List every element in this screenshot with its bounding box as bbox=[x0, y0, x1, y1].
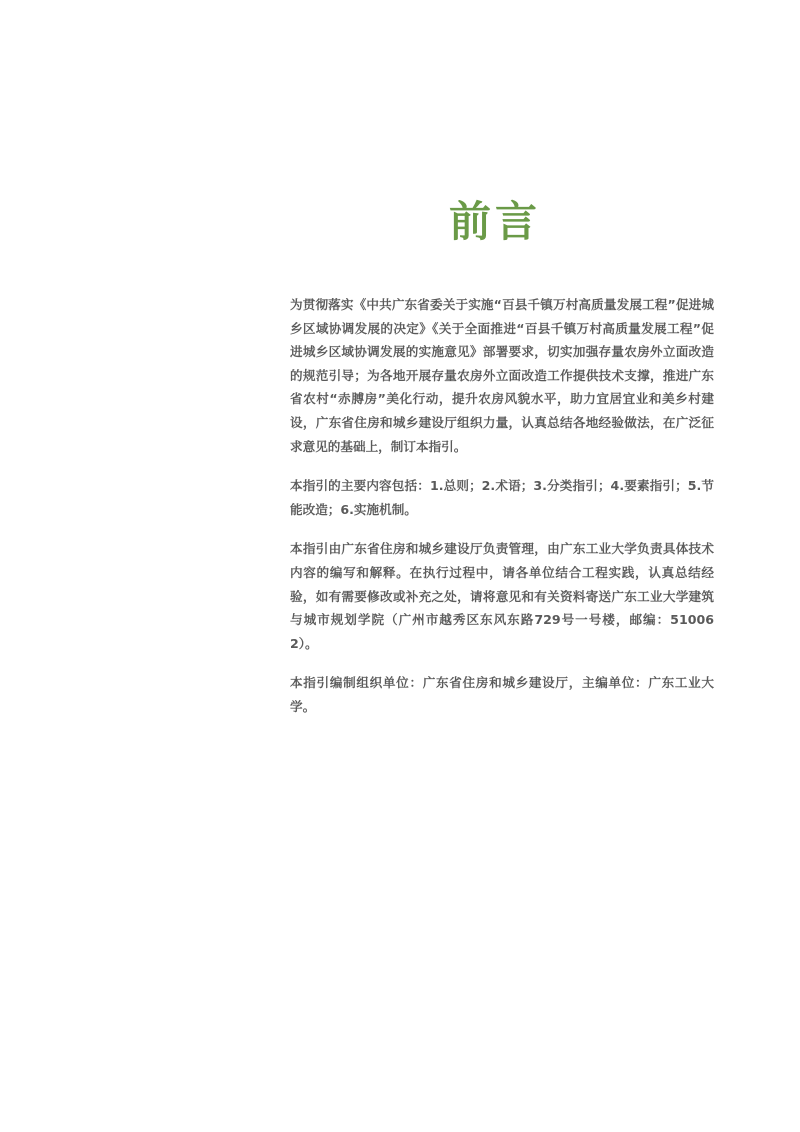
preface-paragraph-2: 本指引的主要内容包括：1.总则；2.术语；3.分类指引；4.要素指引；5.节能改造；6.实施机制。 bbox=[290, 478, 714, 517]
preface-body bbox=[290, 293, 714, 735]
preface-paragraph-1: 为贯彻落实《中共广东省委关于实施“百县千镇万村高质量发展工程”促进城乡区域协调发展的决定》《关于全面推进“百县千镇万村高质量发展工程”促进城乡区域协调发展的实施意见》部署要求，切实加强存量农房外立面改造的规范引导；为各地开展存量农房外立面改造工作提供技术支撑，推进广东省农村“赤膊房”美化行动，提升农房风貌水平，助力宜居宜业和美乡村建设，广东省住房和城乡建设厅组织力量，认真总结各地经验做法，在广泛征求意见的基础上，制订本指引。 bbox=[290, 297, 714, 454]
page-title: 前言 bbox=[448, 197, 541, 246]
preface-paragraph-4: 本指引编制组织单位：广东省住房和城乡建设厅，主编单位：广东工业大学。 bbox=[290, 675, 714, 714]
preface-paragraph-3: 本指引由广东省住房和城乡建设厅负责管理，由广东工业大学负责具体技术内容的编写和解释。在执行过程中，请各单位结合工程实践，认真总结经验，如有需要修改或补充之处，请将意见和有关资料寄送广东工业大学建筑与城市规划学院（广州市越秀区东风东路729号一号楼，邮编：510062）。 bbox=[290, 541, 714, 651]
